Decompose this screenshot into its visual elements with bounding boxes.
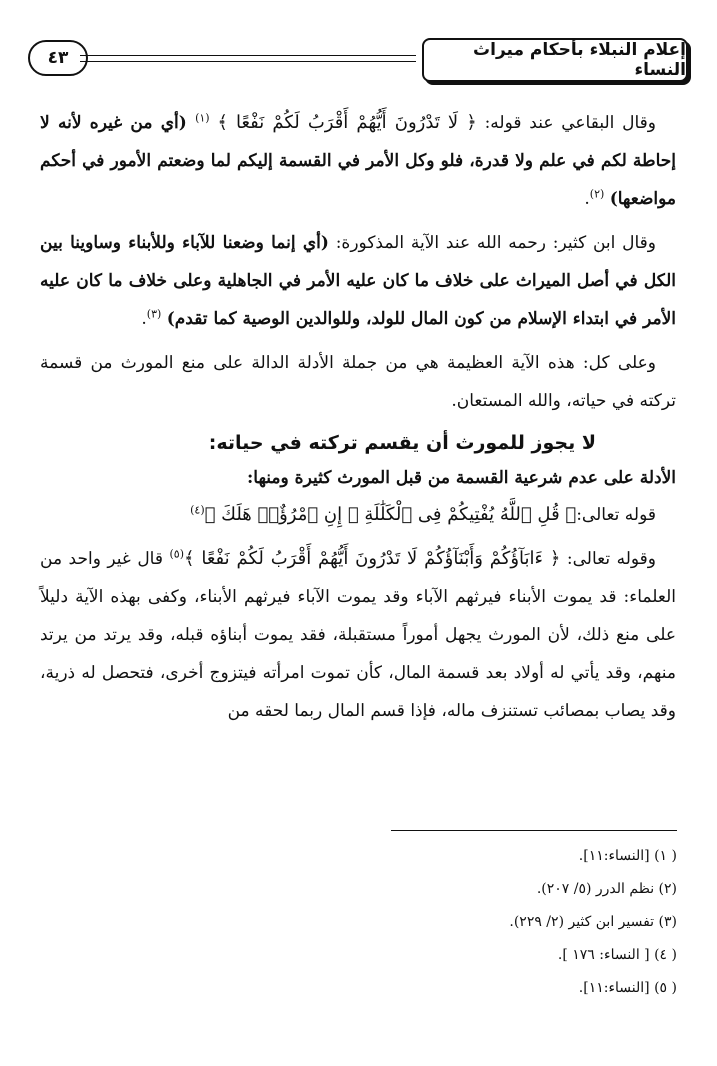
p5-footnote-ref: (٥) — [169, 547, 185, 561]
paragraph-verse-kalala — [40, 496, 676, 534]
page-number: ٤٣ — [28, 40, 88, 76]
p1-verse: ﴿ لَا تَدْرُونَ أَيُّهُمْ أَقْرَبُ لَكُمْ نَفْعًا ﴾ — [217, 112, 477, 133]
p1-lead: وقال البقاعي عند قوله: — [476, 113, 656, 133]
p2-quote: (أي إنما وضعنا للآباء وللأبناء وساوينا بين الكل في أصل الميراث على خلاف ما كان عليه الأمر في الجاهلية وعلى خلاف ما كان عليه الأمر في ابتداء الإسلام من كون المال للولد، وللوالدين الوصية كما تقدم) — [40, 233, 676, 329]
p1-footnote-ref: (١) — [195, 111, 210, 125]
header-rule — [80, 55, 416, 56]
page-header — [28, 34, 688, 94]
footnotes — [257, 840, 677, 1005]
footnote-5: ( ٥) [النساء:١١]. — [578, 980, 677, 996]
section-heading: لا يجوز للمورث أن يقسم تركته في حياته: — [208, 432, 596, 454]
book-title: إعلام النبلاء بأحكام ميراث النساء — [422, 38, 688, 82]
footnote-3: (٣) تفسير ابن كثير (٢/ ٢٢٩). — [509, 914, 677, 930]
paragraph-biqai: وقال البقاعي عند قوله: ﴿ لَا تَدْرُونَ أَيُّهُمْ أَقْرَبُ لَكُمْ نَفْعًا ﴾ $^{(١)}$ (أي من غيره لأنه لا إحاطة لكم في علم ولا قدرة، فلو وكل الأمر في القسمة إليكم لما وضعتم الأمور في أحكم مواضعها) $^{(٢)}$. — [40, 111, 676, 209]
p1-quote: (أي من غيره لأنه لا إحاطة لكم في علم ولا قدرة، فلو وكل الأمر في القسمة إليكم لما وضعتم الأمور في أحكم مواضعها) — [40, 113, 676, 209]
p5-lead: وقوله تعالى: — [560, 549, 656, 569]
p5-verse: ﴿ ءَابَآؤُكُمْ وَأَبْنَآؤُكُمْ لَا تَدْرُونَ أَيُّهُمْ أَقْرَبُ لَكُمْ نَفْعًا ﴾ — [184, 548, 561, 569]
p4-lead: قوله تعالى: — [576, 505, 656, 525]
p2-footnote-ref: (٣) — [146, 307, 162, 321]
section-subheading: الأدلة على عدم شرعية القسمة من قبل المورث كثيرة ومنها: — [247, 468, 676, 488]
paragraph-ibn-kathir: وقال ابن كثير: رحمه الله عند الآية المذكورة: (أي إنما وضعنا للآباء وللأبناء وساوينا بين الكل في أصل الميراث على خلاف ما كان عليه الأمر في الجاهلية وعلى خلاف ما كان عليه الأمر في ابتداء الإسلام من كون المال للولد، وللوالدين الوصية كما تقدم) $^{(٣)}$. — [40, 233, 676, 329]
main-text — [40, 104, 676, 736]
p5-text: قال غير واحد من العلماء: قد يموت الأبناء فيرثهم الآباء وقد يموت الآباء فيرثهم الأبناء، وكفى بهذه الآية دليلاً على منع ذلك، لأن المورث يجهل أموراً مستقبلة، فقد يموت أبناؤه قبله، وقد يرتد من يرتد منهم، وقد يأتي له أولاد بعد قسمة المال، كأن تموت امرأته فيتزوج أخرى، فتحصل له ذرية، وقد يصاب بمصائب تستنزف ماله، فإذا قسم المال ربما لحقه من — [40, 549, 676, 721]
paragraph-verse-aba — [40, 540, 676, 730]
footnote-1: ( ١) [النساء:١١]. — [578, 848, 677, 864]
footnote-separator — [391, 830, 677, 831]
p1-footnote-ref-2: (٢) — [589, 187, 605, 201]
paragraph-conclusion: وعلى كل: هذه الآية العظيمة هي من جملة الأدلة الدالة على منع المورث من قسمة تركته في حياته، والله المستعان. — [40, 353, 676, 411]
footnote-2: (٢) نظم الدرر (٥/ ٢٠٧). — [536, 881, 677, 897]
p2-lead: وقال ابن كثير: رحمه الله عند الآية المذكورة: — [328, 233, 656, 253]
header-rule-2 — [80, 61, 416, 62]
p4-verse: ﴿ قُلِ ٱللَّهُ يُفْتِيكُمْ فِى ٱلْكَلَٰلَةِ ۚ إِنِ ٱمْرُؤٌا۟ هَلَكَ ﴾ — [204, 504, 577, 525]
p4-footnote-ref: (٤) — [190, 503, 205, 517]
footnote-4: ( ٤) [ النساء: ١٧٦ ]. — [557, 947, 677, 963]
